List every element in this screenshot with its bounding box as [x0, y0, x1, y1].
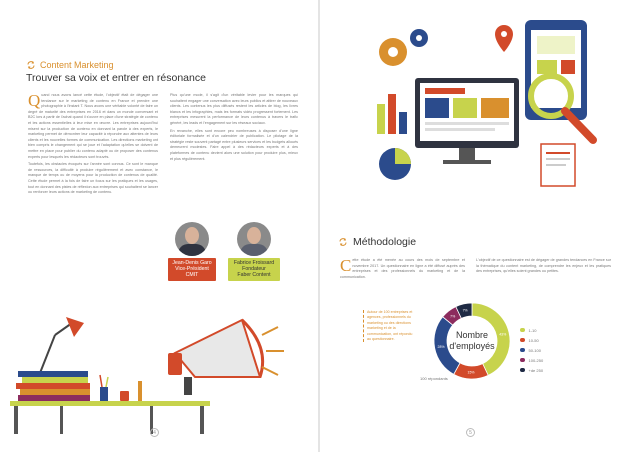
legend-label: 50-100	[528, 347, 541, 353]
legend-swatch	[520, 328, 525, 333]
slice-value-label: 7%	[450, 314, 456, 319]
megaphone-icon	[168, 320, 284, 395]
callout-text: Autour de 100 entreprises et agences, professionnels du marketing ou des directions marketing et de la communication, ont répondu au questionnaire.	[363, 310, 413, 342]
legend-item	[520, 345, 543, 355]
legend-label: +de 250	[528, 367, 544, 373]
cycle-arrows-icon	[338, 237, 348, 247]
pie-chart-icon	[379, 148, 411, 180]
person-role: Vice-Président	[175, 266, 209, 273]
slice-value-label: 15%	[467, 370, 475, 375]
legend-swatch	[520, 368, 525, 373]
kicker	[26, 60, 206, 70]
article-column-1	[28, 93, 158, 198]
legend-item	[520, 365, 543, 375]
respondents-count: 100 répondants	[420, 376, 448, 381]
person-name: Jean-Denis Garo	[172, 260, 212, 266]
gear-icon	[379, 29, 428, 66]
intro-text: ette étude a été menée au cours des mois de septembre et novembre 2017. Un questionnaire en ligne a été diffusé auprès des entreprises et des professionnels du marketing et de la communication.	[340, 258, 465, 279]
left-page-header	[26, 60, 206, 84]
bar-chart-icon	[377, 94, 407, 134]
legend-label: 1-10	[528, 327, 537, 333]
person-company: CMIT	[185, 272, 199, 279]
legend-label: 100-250	[528, 357, 544, 363]
person-role: Fondateur	[242, 266, 266, 273]
mug-icon	[120, 391, 129, 401]
chart-legend	[520, 325, 543, 375]
legend-item	[520, 335, 543, 345]
dropcap: Q	[28, 91, 41, 110]
desk-megaphone-illustration	[0, 265, 318, 440]
legend-item	[520, 325, 543, 335]
lamp-icon	[32, 317, 84, 375]
intro-right: L'objectif de ce questionnaire est de dégager de grandes tendances en France sur la thématique du content marketing, de comprendre les enjeux et les pratiques des entreprises, qu'elles soient grandes ou petites.	[476, 258, 611, 274]
page-number: 4	[150, 428, 159, 437]
document-icon	[541, 144, 575, 186]
slice-value-label: 28%	[437, 345, 445, 350]
person-company: Faber Content	[237, 272, 271, 279]
chart-center-line-2: d'employés	[449, 341, 495, 351]
chart-center-line-1: Nombre	[455, 330, 488, 340]
avatar	[175, 222, 209, 256]
pencil-cup-icon	[100, 387, 108, 401]
cycle-arrows-icon	[26, 60, 36, 70]
slice-value-label: 7%	[462, 308, 468, 313]
legend-swatch	[520, 348, 525, 353]
article-column-2	[170, 93, 298, 164]
section-header	[338, 236, 416, 248]
avatar	[237, 222, 271, 256]
slice-value-label: 43%	[499, 332, 507, 337]
page-gutter	[318, 0, 320, 452]
paragraph: Plus qu'une mode, il s'agit d'un véritable levier pour les marques qui souhaitent engager une conversation avec leurs publics et attirer de nouveaux clients. Les contenus les plus diffusés restent les articles de blog, les livres blancs et les infographies, mais les formats vidéo progressent fortement. Les entreprises mesurent la performance de leurs contenus à travers le trafic généré, les leads et l'engagement sur les réseaux sociaux.	[170, 93, 298, 125]
paragraph	[28, 93, 158, 160]
devices-illustration	[355, 14, 610, 199]
intro-left	[340, 258, 465, 280]
location-pin-icon	[495, 25, 513, 52]
section-title: Méthodologie	[353, 236, 417, 248]
legend-swatch	[520, 358, 525, 363]
legend-swatch	[520, 338, 525, 343]
bottle-icon	[138, 381, 142, 401]
books-stack-icon	[16, 371, 90, 401]
paragraph-text: uand nous avons lancé cette étude, l'objectif était de dégager une tendance sur le marketing de contenu en France et prendre une photographie à l'instant T. Nous avons une véritable volonté de faire un degré de maturité des entreprises en 2016 et dans un monde conversant et B2C lors à partir de l'achat quand il s'ouvre en place d'une stratégie de contenu et les actions essentielles à leur mise en œuvre. Les entreprises aujourd'hui misent sur la production de contenu en donnant la parole à des experts, le marketing permet de démontrer leur capacité à répondre aux attentes de leurs clients et les nouvelles formes de communication. Les directions marketing ont bien compris le changement qui se joue et l'adaptation qu'elles se doivent de mettre en place pour publier du contenu adapté ou de proposer des contenus experts pour lesquels les rédacteurs sont trouvés.	[28, 93, 158, 159]
kicker-text: Content Marketing	[40, 60, 114, 70]
page-number: 5	[466, 428, 475, 437]
paragraph: En revanche, elles sont encore peu nombreuses à disposer d'une ligne éditoriale formalisée et d'un calendrier de publication. Le pilotage de la stratégie reste souvent partagé entre plusieurs services et les budgets alloués demeurent modestes. Faire appel à des rédacteurs experts et à des plateformes de contenu devient alors une solution pour produire plus, mieux et plus régulièrement.	[170, 128, 298, 161]
page-title: Trouver sa voix et entrer en résonance	[26, 72, 206, 84]
legend-label: 10-50	[528, 337, 539, 343]
chart-center-label	[442, 330, 502, 352]
dropcap: C	[340, 256, 352, 275]
paragraph: Toutefois, les obstacles évoqués sur l'année sont connus. Ce sont le manque de ressources, la difficulté à produire régulièrement et avec constance, le manque de temps ou de moyens pour la production de contenus de qualité. Cette étude permet à la fois de faire un focus sur les pratiques et les usages, tout en donnant des pistes de réflexion aux entreprises qui souhaitent se lancer ou renforcer leurs actions de marketing de contenu.	[28, 162, 158, 195]
legend-item	[520, 355, 543, 365]
desk-icon	[10, 401, 210, 434]
person-name: Fabrice Froissard	[233, 260, 275, 266]
monitor-icon	[415, 78, 519, 164]
